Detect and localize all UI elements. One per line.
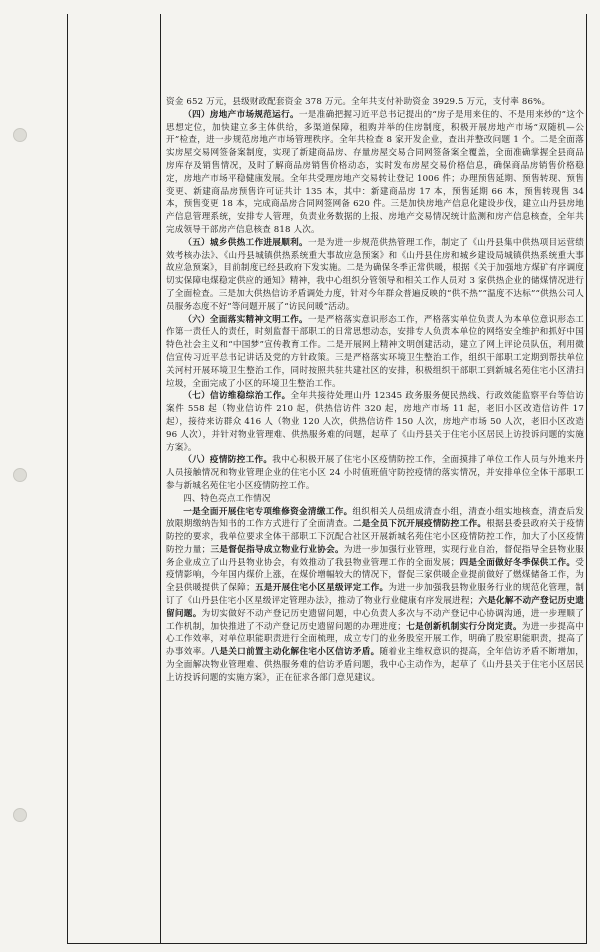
bold-heading-run: 四是全面做好冬季保供工作。 (459, 557, 576, 568)
binding-hole (13, 128, 27, 142)
paragraph-p3 (166, 314, 584, 391)
paragraph-p1 (166, 109, 584, 237)
text-run: 随着业主维权意识的提高，全年信访矛盾不断增加，为全面解决物业管理难、供热服务难的信访矛盾问题，我中心主动作为，起草了《山丹县关于住宅小区居民上访投诉问题的实施方案》，正在征求各部门意见建议。 (166, 647, 584, 683)
paragraph-p0 (166, 96, 584, 109)
column-divider (160, 14, 161, 944)
bold-heading-run: （六）全面落实精神文明工作。 (183, 314, 308, 325)
bold-heading-run: （四）房地产市场规范运行。 (183, 109, 299, 120)
bold-heading-run: （五）城乡供热工作进展顺利。 (183, 237, 308, 248)
paragraph-p2 (166, 237, 584, 314)
bold-heading-run: 五是开展住宅小区星级评定工作。 (254, 583, 389, 594)
text-run: 四、特色亮点工作情况 (183, 493, 271, 504)
text-run: 全年共接待处理山丹 12345 政务服务便民热线、行政效能监察平台等信访案件 558 起（物业信访件 210 起，供热信访件 320 起，房地产市场 11 起，老旧小区改造信访件 17 起），接待来访群众 416 人（物业 120 人次，供热信访件 150 人次，房地产市场 50 人次，老旧小区改造 96 人次），并针对物业管理难、供热服务难的问题，起草了《山丹县关于住宅小区居民上访投诉问题的实施方案》。 (166, 391, 584, 453)
bold-heading-run: 六是化解不动产登记历史遗留问题。 (166, 596, 584, 619)
text-run: 为进一步加强行业管理，实现行业自治，督促指导全县物业服务企业成立了山丹县物业协会，有效推动了我县物业管理工作的全面发展； (166, 544, 584, 568)
paragraph-p7 (166, 506, 584, 685)
text-run: 我中心积极开展了住宅小区疫情防控工作，全面摸排了单位工作人员与外地来丹人员接触情况和物业管理企业的住宅小区 24 小时值班值守防控疫情的落实情况，并安排单位全体干部职工参与新城名苑住宅小区疫情防控工作。 (166, 455, 584, 491)
bold-heading-run: 二是全员下沉开展疫情防控工作。 (352, 519, 487, 530)
bold-heading-run: 七是创新机制实行分岗定责。 (406, 621, 522, 632)
binding-hole (13, 468, 27, 482)
bold-heading-run: 三是督促指导成立物业行业协会。 (210, 544, 344, 555)
text-run: 一是为进一步规范供热管理工作，制定了《山丹县集中供热项目运营绩效考核办法》、《山丹县城镇供热系统重大事故应急预案》和《山丹县住房和城乡建设局城镇供热系统重大事故应急预案》，目前制度已经县政府下发实施。二是为确保冬季正常供暖，根据《关于加强地方煤矿有序调度切实保障电煤稳定供应的通知》精神，我中心组织分管领导和相关工作人员对 3 家供热企业的储煤情况进行了全面检查。三是加大供热信访矛盾调处力度，针对今年群众普遍反映的“供不热”“温度不达标”“供热公司人员服务态度不好”等问题开展了“访民问暖”活动。 (166, 237, 584, 312)
bold-heading-run: 八是关口前置主动化解住宅小区信访矛盾。 (210, 647, 380, 658)
bold-heading-run: （八）疫情防控工作。 (183, 455, 273, 466)
text-run: 根据县委县政府关于疫情防控的要求，我单位要求全体干部职工下沉配合社区开展新城名苑住宅小区疫情防控工作，加大了小区疫情防控力量； (166, 519, 584, 555)
paragraph-p6 (166, 493, 584, 506)
binding-hole (13, 808, 27, 822)
text-run: 组织相关人员组成清查小组，清查小组实地核查，清查后发放限期缴纳告知书的工作方式进行了全面清查。 (166, 506, 584, 530)
bold-heading-run: 一是全面开展住宅专项维修资金清缴工作。 (183, 506, 353, 517)
text-run: 为进一步提高中心工作效率，对单位职能职责进行全面梳理，成立专门的业务股室开展工作，明确了股室职能职责，提高了办事效率。 (166, 621, 584, 658)
text-run: 一是严格落实意识形态工作，严格落实单位负责人为本单位意识形态工作第一责任人的责任，时刻监督干部职工的日常思想动态，安排专人负责本单位的网络安全维护和抓好中国特色社会主义和“中国梦”宣传教育工作。二是开展网上精神文明创建活动，建立了网上评论员队伍，利用微信宣传习近平总书记讲话及党的方针政策。三是严格落实环境卫生整治工作，组织干部职工定期到帮扶单位关河村开展环境卫生整治工作，同时按照共驻共建社区的安排，积极组织干部职工到新城名苑住宅小区清扫垃圾，全面完成了小区的环境卫生整治工作。 (166, 314, 584, 389)
text-run: 为切实做好不动产登记历史遗留问题，中心负责人多次与不动产登记中心协调沟通，进一步理顺了工作机制，加快推进了不动产登记历史遗留问题的办理进度； (166, 608, 584, 632)
text-run: 为进一步加强我县物业服务行业的规范化管理，制订了《山丹县住宅小区星级评定管理办法》，推动了物业行业健康有序发展进程； (166, 583, 584, 607)
document-body (166, 96, 584, 685)
text-run: 受疫情影响，今年国内煤价上涨，在煤价增幅较大的情况下，督促三家供暖企业提前做好了燃煤储备工作，为全县供暖提供了保障； (166, 557, 584, 594)
paragraph-p5 (166, 454, 584, 492)
bold-heading-run: （七）信访维稳综治工作。 (183, 391, 291, 402)
text-run: 资金 652 万元，县级财政配套资金 378 万元。全年共支付补助资金 3929.5 万元，支付率 86%。 (166, 97, 551, 107)
paragraph-p4 (166, 390, 584, 454)
text-run: 一是准确把握习近平总书记提出的“房子是用来住的、不是用来炒的”这个思想定位，加快建立多主体供给，多渠道保障，租购并举的住房制度，积极开展房地产市场“双随机—公开”检查，进一步规范房地产市场管理秩序。全年共检查 8 家开发企业，查出并整改问题 1 个。二是全面落实房屋交易网签备案制度，实现了新建商品房、存量房屋交易合同网签备案全覆盖，全面准确掌握全县商品房库存及销售情况，及时了解商品房销售价格动态，实时发布房屋交易价格信息，确保商品房销售价格稳定，房地产市场平稳健康发展。全年共受理房地产交易转让登记 1006 件；办理预售延期、预售转现、预售变更、新建商品房预售许可证共计 135 本，其中：新建商品房 17 本，预售延期 66 本，预售转现售 34 本，预售变更 18 本，完成商品房合同网签网备 620 件。三是加快房地产信息化建设步伐，建立山丹县房地产信息管理系统，安排专人管理，负责业务数据的上报、房地产交易情况统计监测和房产信息核查，全年共完成领导干部房产信息核查 818 人次。 (166, 109, 584, 235)
